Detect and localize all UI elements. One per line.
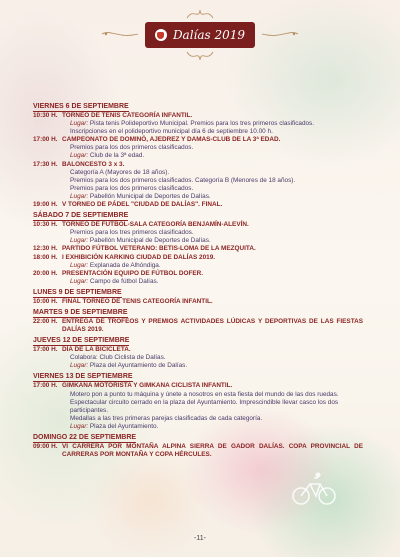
event-body xyxy=(62,221,363,245)
event-detail xyxy=(62,169,363,177)
event-time: 10:30 H. xyxy=(33,221,58,229)
day-heading: DOMINGO 22 DE SEPTIEMBRE xyxy=(33,434,137,441)
event-detail xyxy=(62,278,363,286)
event-row xyxy=(33,382,363,431)
detail-text: Campo de fútbol Dalías. xyxy=(89,277,159,285)
event-title: BALONCESTO 3 x 3. xyxy=(62,160,125,168)
event-body xyxy=(62,443,363,459)
event-row xyxy=(33,161,363,201)
event-body xyxy=(62,161,363,201)
day-heading: VIERNES 13 DE SEPTIEMBRE xyxy=(33,373,133,381)
detail-text: Motero pon a punto tu máquina y únete a nosotros en esta fiesta del mundo de las dos ruedas. Espectacular circuito cerrado en la plaza del Ayuntamiento. Imprescindible llevar casco los dos participantes. xyxy=(70,390,339,414)
municipal-crest-icon xyxy=(155,29,167,41)
event-row xyxy=(33,136,363,160)
event-row xyxy=(33,112,363,136)
detail-label: Lugar: xyxy=(70,237,89,245)
detail-label: Lugar: xyxy=(70,120,89,128)
event-time: 17:00 H. xyxy=(33,136,58,144)
event-body xyxy=(62,201,363,209)
detail-label: Lugar: xyxy=(70,192,89,200)
event-body xyxy=(62,318,363,334)
ornament-flourish-icon xyxy=(185,50,215,62)
detail-label: Lugar: xyxy=(70,422,89,430)
event-row xyxy=(33,298,363,306)
event-row xyxy=(33,245,363,253)
detail-text: Pabellón Municipal de Deportes de Dalías. xyxy=(89,192,211,200)
event-row xyxy=(33,270,363,286)
page-number: -11- xyxy=(194,535,206,542)
event-title: GIMKANA MOTORISTA Y GIMKANA CICLISTA INFANTIL. xyxy=(62,382,233,390)
event-body xyxy=(62,298,363,306)
header-badge xyxy=(145,22,255,48)
event-detail xyxy=(62,415,363,423)
event-detail xyxy=(62,152,363,160)
event-detail xyxy=(62,177,363,185)
event-time: 17:00 H. xyxy=(33,346,58,354)
event-time: 10:00 H. xyxy=(33,297,58,305)
ornament-flourish-icon xyxy=(100,29,140,39)
ornament-flourish-icon xyxy=(260,29,300,39)
event-detail xyxy=(62,354,363,362)
event-row xyxy=(33,201,363,209)
event-title: TORNEO DE FÚTBOL-SALA CATEGORÍA BENJAMÍN-ALEVÍN. xyxy=(62,221,249,229)
event-title: V TORNEO DE PÁDEL "CIUDAD DE DALÍAS". FINAL. xyxy=(62,201,223,209)
event-title: TORNEO DE TENIS CATEGORÍA INFANTIL. xyxy=(62,112,193,119)
event-detail xyxy=(62,120,363,128)
event-body xyxy=(62,254,363,270)
detail-label: Lugar: xyxy=(70,152,89,160)
event-body xyxy=(62,136,363,160)
event-title: CAMPEONATO DE DOMINÓ, AJEDREZ Y DAMAS-CLUB DE LA 3ª EDAD. xyxy=(62,136,281,144)
day-heading: MARTES 9 DE SEPTIEMBRE xyxy=(33,308,128,316)
detail-text: Categoría A (Mayores de 18 años). xyxy=(70,168,170,176)
event-row xyxy=(33,443,363,459)
event-time: 12:30 H. xyxy=(33,245,58,253)
event-body xyxy=(62,346,363,370)
detail-text: Plaza del Ayuntamiento de Dalías. xyxy=(89,362,188,370)
detail-text: Pista tenis Polideportivo Municipal. Premios para los tres primeros clasificados. xyxy=(89,120,315,128)
event-detail xyxy=(62,229,363,237)
event-detail xyxy=(62,423,363,431)
event-body xyxy=(62,112,363,136)
detail-text: Premios para los dos primeros clasificados. xyxy=(70,144,194,152)
ornament-flourish-icon xyxy=(185,8,215,20)
event-body xyxy=(62,245,363,253)
day-heading: VIERNES 6 DE SEPTIEMBRE xyxy=(33,103,129,110)
event-time: 09:00 H. xyxy=(33,443,58,450)
event-time: 18:00 H. xyxy=(33,253,58,261)
detail-text: Explanada de Alhóndiga. xyxy=(89,261,161,269)
event-title: FINAL TORNEO DE TENIS CATEGORÍA INFANTIL. xyxy=(62,297,213,305)
schedule xyxy=(33,100,363,459)
day-heading: JUEVES 12 DE SEPTIEMBRE xyxy=(33,337,130,345)
event-title: I EXHIBICIÓN KARKING CIUDAD DE DALÍAS 2019. xyxy=(62,253,216,261)
detail-text: Premios para los dos primeros clasificados. Categoría B (Menores de 18 años). xyxy=(70,176,296,184)
detail-label: Lugar: xyxy=(70,362,89,370)
event-title: PARTIDO FÚTBOL VETERANO: BETIS-LOMA DE LA MEZQUITA. xyxy=(62,245,256,253)
event-time: 10:30 H. xyxy=(33,112,58,119)
detail-text: Plaza del Ayuntamiento. xyxy=(89,422,159,430)
event-title: ENTREGA DE TROFEOS Y PREMIOS ACTIVIDADES LÚDICAS Y DEPORTIVAS DE LAS FIESTAS DALÍAS 2019. xyxy=(62,317,363,334)
event-time: 17:30 H. xyxy=(33,160,58,168)
header-title: Dalías 2019 xyxy=(172,28,246,42)
detail-text: Pabellón Municipal de Deportes de Dalías. xyxy=(89,237,211,245)
event-detail xyxy=(62,185,363,193)
event-row xyxy=(33,346,363,370)
day-heading: SÁBADO 7 DE SEPTIEMBRE xyxy=(33,212,129,220)
event-detail xyxy=(62,391,363,415)
event-title: PRESENTACIÓN EQUIPO DE FÚTBOL DOFER. xyxy=(62,269,204,277)
event-row xyxy=(33,318,363,334)
event-row xyxy=(33,221,363,245)
detail-text: Medallas a las tres primeras parejas clasificadas de cada categoría. xyxy=(70,414,263,422)
event-title: DÍA DE LA BICICLETA. xyxy=(62,346,131,354)
detail-label: Lugar: xyxy=(70,277,89,285)
detail-text: Inscripciones en el polideportivo municipal día 6 de septiembre 10.00 h. xyxy=(70,128,273,136)
event-detail xyxy=(62,193,363,201)
cyclist-icon xyxy=(290,470,338,506)
event-time: 17:00 H. xyxy=(33,382,58,390)
detail-text: Colabora: Club Ciclista de Dalías. xyxy=(70,354,166,362)
event-time: 22:00 H. xyxy=(33,317,58,325)
detail-label: Lugar: xyxy=(70,261,89,269)
detail-text: Premios para los dos primeros clasificados. xyxy=(70,184,194,192)
event-body xyxy=(62,270,363,286)
event-time: 19:00 H. xyxy=(33,201,58,209)
day-heading: LUNES 9 DE SEPTIEMBRE xyxy=(33,288,122,296)
event-time: 20:00 H. xyxy=(33,269,58,277)
event-detail xyxy=(62,262,363,270)
event-body xyxy=(62,382,363,431)
detail-text: Club de la 3ª edad. xyxy=(89,152,145,160)
event-title: VI CARRERA POR MONTAÑA ALPINA SIERRA DE GADOR DALÍAS. COPA PROVINCIAL DE CARRERAS POR MONTAÑA Y COPA HÉRCULES. xyxy=(62,443,363,459)
event-row xyxy=(33,254,363,270)
event-detail xyxy=(62,144,363,152)
event-detail xyxy=(62,362,363,370)
detail-text: Premios para los tres primeros clasificados. xyxy=(70,229,194,237)
